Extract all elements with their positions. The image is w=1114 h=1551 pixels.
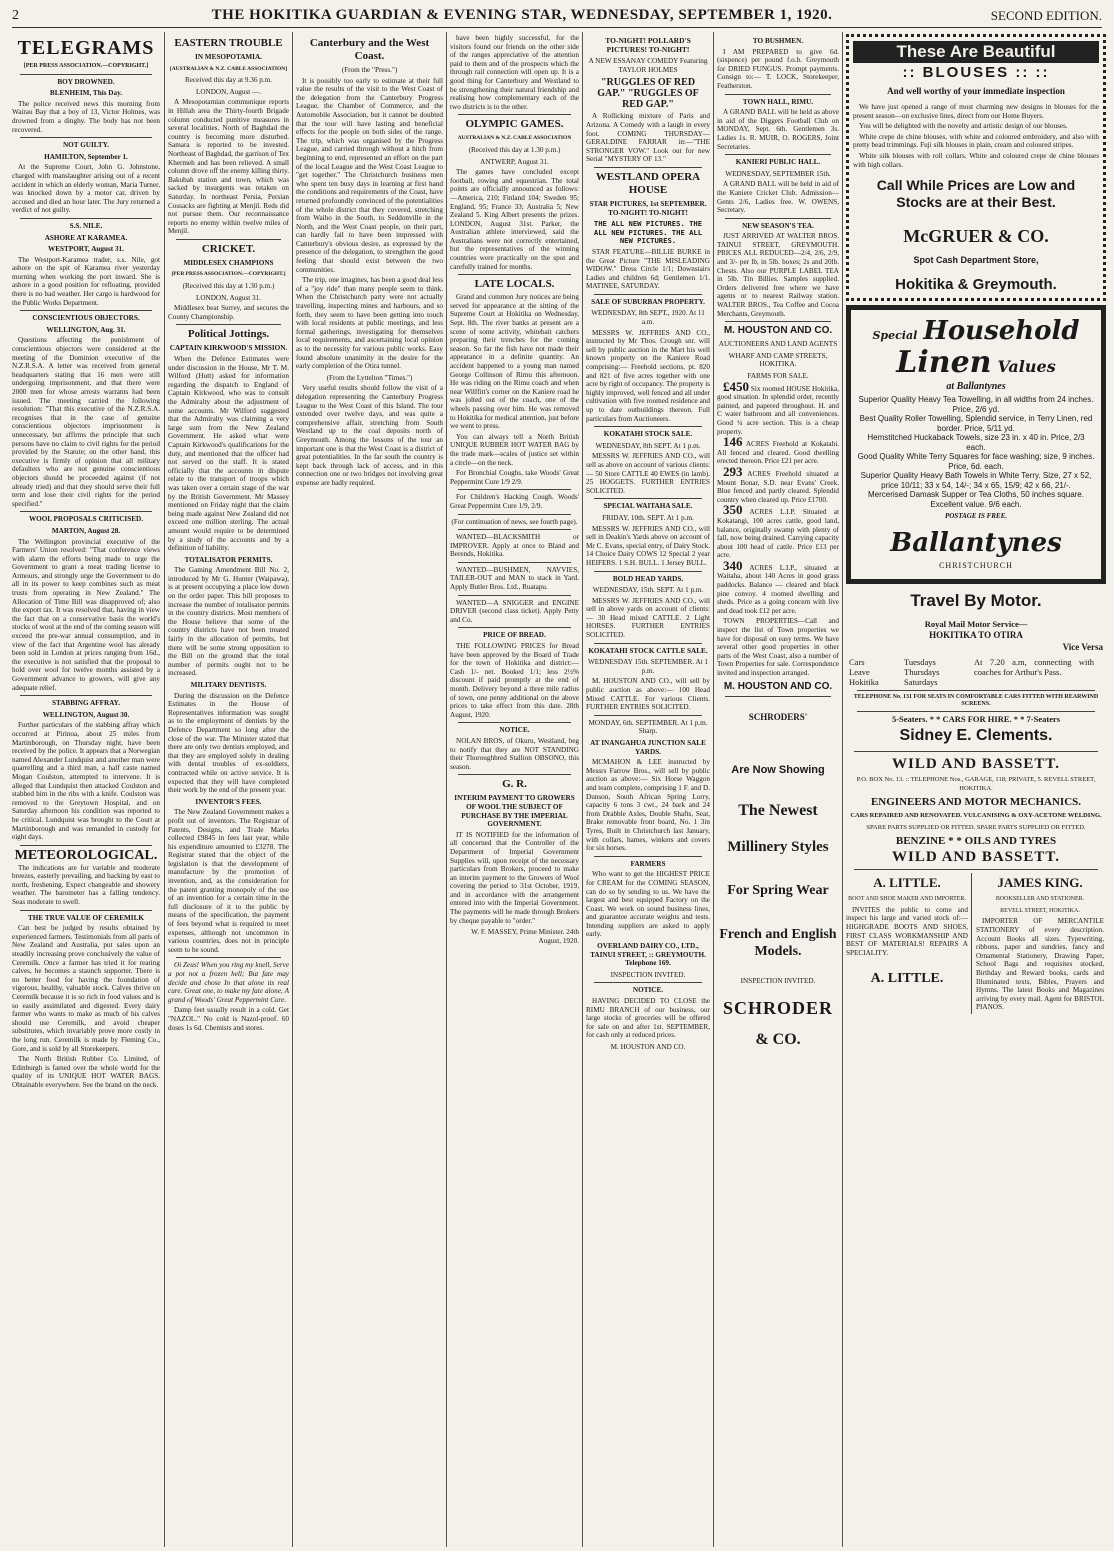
page-number: 2: [12, 8, 19, 23]
sale-heading: SALE OF SUBURBAN PROPERTY.: [591, 297, 705, 306]
column-divider: [164, 32, 165, 1547]
late-locals-body: Grand and common Jury notices are being served for appearance at the sitting of the Supreme Court at Hokitika on Wednesday, Sept. 8th. The river banks at present are a scene of some activity, whitebait catchers preparing their trenches for the coming season. So far the fish have not made their appearance in a definite quantity. An accident happened to a young man named George Collinson of Rimu this afternoon. He was riding on the Rimu coach and when near Wilffitt's corner on the Kaniere road he was jolted out of the coach, one of the wheels passing over him. He was removed to Hokitika for medical attention, just before we went to press.: [450, 293, 579, 431]
linen-values: Values: [997, 356, 1056, 376]
hire-line: 5-Seaters. * * CARS FOR HIRE. * * 7-Seaters: [891, 714, 1061, 725]
item-heading: CONSCIENTIOUS OBJECTORS.: [32, 314, 140, 323]
masthead: [12, 6, 1102, 28]
mcgruer-sub: Spot Cash Department Store,: [913, 255, 1039, 266]
houston-heading: M. HOUSTON AND CO.: [723, 325, 833, 337]
blouses-body: White crepe de chine blouses, with white and coloured embroidery, and also with pretty bead trimmings. Fuji silk blouses in plain, cream and coloured stripes.: [853, 132, 1099, 150]
kaniere-hall-date: WEDNESDAY, SEPTEMBER 15th.: [725, 169, 831, 178]
blouses-body: You will be delighted with the novelty and artistic design of our blouses.: [859, 122, 1068, 131]
little-ad: [846, 873, 972, 1014]
telegram-item: [12, 222, 160, 307]
little-name2: A. LITTLE.: [870, 971, 944, 987]
canterbury-body: It is possibly too early to estimate at their full value the results of the visit to the West Coast of the delegation from the Canterbury Progress League, the Chamber of Commerce, and the Automobile Association, but it cannot be doubted that the tour will have lasting and beneficial effects for the people on both sides of the range. The trip, which was organised by the Progress League, and carried through without a hitch from beginning to end, represented an effort on the part of the local League and the West Coast League to "get together." The Christchurch business men who spent ten busy days in learning at first hand the conditions and requirements of the Coast, have returned profoundly convinced of the potentialities of the whole district that they covered, stretching from Waiho in the South, to Seddonville in the North, and the West Coast people, on their part, can hardly fail to have been impressed with Canterbury's obvious desire, as expressed by the presence of the delegation, to strengthen the good feeling that should exist between the two communities.: [296, 76, 443, 274]
linen-item: Best Quality Roller Towelling, Splendid service, in Terry Linen, red border. Price, 5/11 yd.: [859, 414, 1093, 433]
schedule-col: [849, 657, 904, 687]
overland-dairy: OVERLAND DAIRY CO., LTD., TAINUI STREET, :: GREYMOUTH. Telephone 169.: [590, 942, 706, 968]
farm-description: ACRES Freehold at Kokatahi. All fenced and cleared. Good dwelling erected thereon. Price £21 per acre.: [717, 440, 839, 466]
ballantynes-logo: Ballantynes: [890, 527, 1062, 558]
wanted-ad: WANTED—BLACKSMITH or IMPROVER. Apply at once to Bland and Berends, Hokitika.: [450, 533, 579, 559]
vice-versa: Vice Versa: [1062, 641, 1103, 652]
column-display-ads: [846, 34, 1106, 1546]
bread-body: THE FOLLOWING PRICES for Bread have been approved by the Board of Trade for the town of Hokitika and district:— Cash 1/- net. Booked 1/1; less 2½% discount if paid promptly at the end of month. Delivery beyond a three mile radius of town, one penny additional on the above prices to take effect from this date. 28th August, 1920.: [450, 642, 579, 719]
column-divider: [713, 32, 714, 1547]
postage-note: POSTAGE IS FREE.: [944, 512, 1008, 521]
nazol-ad: Damp feet usually result in a cold. Get "NAZOL." No cold is Nazol-proof. 60 doses 1s 6d. Chemists and stores.: [168, 1006, 289, 1032]
wanted-ad: WANTED—BUSHMEN, NAVVIES, TAILER-OUT and MAN to stack in Yard. Apply Butler Bros. Ltd., Ruatapu.: [450, 565, 579, 592]
sale-body: MESSRS W. JEFFRIES AND CO., will sell in above yards on account of clients:— 30 Head mixed CATTLE. 2 Light HORSES. FURTHER ENTRIES SOLICITED.: [586, 596, 710, 640]
dateline: LONDON, August —.: [195, 87, 262, 96]
column-telegrams: [12, 34, 160, 1546]
rimu-hall-body: A GRAND BALL will be held as above in aid of the Diggers Football Club on MONDAY, Sept. 6th. Gentlemen 3s. Ladies 1s. R. MUIR, O. ROGERS, Joint Secretaries.: [717, 108, 839, 151]
column-ads: [717, 34, 839, 1546]
clements-name: Sidney E. Clements.: [899, 726, 1053, 744]
spare-parts: SPARE PARTS SUPPLIED OR FITTED. SPARE PARTS SUPPLIED OR FITTED.: [866, 823, 1086, 831]
political-body: When the Defence Estimates were under discussion in the House, Mr T. M. Wilford (Hutt) asked for information regarding the dispatch to England of Captain Kirkwood, who was to consult the Admiralty about the adjustment of some accounts. Mr Wilford suggested that the Admiralty was claiming a very large sum from the New Zealand Government. He asked what were Captain Kirkwood's qualifications for the duty, and mentioned that the officer had not served on the staff. It is stated officially that the accounts in dispute relate to the transport of troops which was taken over a certain stage of the war by the British Government. Mr Massey mentioned on Friday night that the claim being made against New Zealand did not exceed one million sterling. The actual amount would require to be determined by a study of the accounts and by a definition of liability.: [168, 355, 289, 553]
linen-item: Superior Quality Heavy Tea Towelling, in all widths from 24 inches. Price, 2/6 yd.: [858, 395, 1094, 414]
wool-body: IT IS NOTIFIED for the information of all concerned that the Controller of the Department of Imperial Government Supplies will, upon receipt of the necessary particulars from Brokers, proceed to make an interim payment to the Growers of Wool covering the period to 31st October, 1919, and in accordance with the arrangement entered into with the Imperial Government. The payments will be made through Brokers by cheque payable to "order.": [450, 830, 579, 925]
item-heading: BOY DROWNED.: [57, 77, 115, 86]
newspaper-title: THE HOKITIKA GUARDIAN & EVENING STAR, WEDNESDAY, SEPTEMBER 1, 1920.: [211, 7, 833, 23]
sale-date: FRIDAY, 10th. SEPT. At 1 p.m.: [602, 513, 694, 522]
telegram-item: [12, 314, 160, 508]
engineers-label: ENGINEERS AND MOTOR MECHANICS.: [870, 796, 1082, 809]
blouses-title: These Are Beautiful: [853, 41, 1099, 63]
linen-word: Linen: [896, 344, 992, 380]
schroders-label: SCHRODERS': [748, 711, 808, 722]
sale-date: WEDNESDAY, 15th. SEPT. At 1 p.m.: [592, 586, 704, 595]
farm-description: ACRES L.I.P. Situated at Kokatangi, 100 acres cattle, good land, balance, originally swamp with plenty of fall, now being drained. Carrying capacity about 100 head of cattle. Price £13 per acre.: [717, 508, 839, 560]
opera-house-sub: STAR PICTURES, 1st SEPTEMBER. TO-NIGHT! TO-NIGHT!: [589, 199, 707, 217]
blouses-body: We have just opened a range of most charming new designs in blouses for the present season—on exclusive lines, direct from our Home Buyers.: [853, 103, 1099, 120]
item-heading: S.S. NILE.: [69, 221, 103, 230]
cable-note: [AUSTRALIAN & N.Z. CABLE ASSOCIATION]: [169, 65, 288, 72]
rimu-hall-heading: TOWN HALL, RIMU.: [742, 97, 814, 106]
millinery-label: Millinery Styles: [727, 838, 829, 855]
town-properties: TOWN PROPERTIES—Call and inspect the list of Town properties we have for disposal on easy terms. We have several other good properties in other parts of the West Coast, also a number of Town Properties for sale. Correspondence invited and inspection arranged.: [717, 617, 839, 677]
sale-heading: KOKATAHI STOCK CATTLE SALE.: [588, 646, 708, 655]
item-body: At the Supreme Court, John G. Johnstone, charged with manslaughter arising out of a recent accident in which an elderly woman, Maria Turner, was knocked down by a motor car, driven by accused and died an hour later. The Jury returned a verdict of not guilty.: [12, 163, 160, 215]
telegram-item: [12, 515, 160, 692]
schedule-col: [904, 657, 974, 687]
column-olympic: [450, 34, 579, 1546]
olympic-heading: OLYMPIC GAMES.: [465, 118, 564, 131]
wild-bassett-ad: [846, 755, 1106, 866]
sale-body: MESSRS W. JEFFRIES AND CO., will sell in Deakin's Yards above on account of Mr C. Evans, special entry, of Dairy Stock. 14 Choice Dairy COWS 12 Special 2 year HEIFERS. 1 S.H. BULL. 1 Jersey BULL.: [586, 524, 710, 567]
notice-signature: M. HOUSTON AND CO.: [610, 1043, 686, 1051]
farm-acres: 340: [723, 557, 743, 573]
royal-cipher: G. R.: [502, 778, 527, 791]
linen-ad: [846, 305, 1106, 584]
sale-heading: KOKATAHI STOCK SALE.: [603, 430, 693, 439]
showing-label: Are Now Showing: [731, 764, 825, 777]
item-dateline: WELLINGTON, August 30.: [42, 710, 130, 719]
continuation-note: (For continuation of news, see fourth page).: [451, 517, 578, 526]
sale-body: MESSRS W. JEFFRIES AND CO., instructed by Mr Thos. Crough snr. will sell by public auction in the Mart his well known property on the Kaniere Road comprising:— Freehold sections, pt. 820 and 821 of five acres together with one acre by right of occupancy. The property is highly improved, well fenced and all under cultivation with five roomed residence and up to date outbuildings thereon. Full particulars from Auctioneers.: [586, 328, 710, 423]
cricket-heading: CRICKET.: [201, 242, 256, 255]
item-body: The Westport-Karamea trader, s.s. Nile, got ashore on the spit of Karamea river yesterday morning when working the port inward. She is ashore in a good position for refloating, provided there is no bad weather. Her cargo is hardwood for the Public Works Department.: [12, 255, 160, 307]
item-heading: WOOL PROPOSALS CRITICISED.: [28, 515, 144, 524]
item-dateline: WESTPORT, August 31.: [48, 245, 124, 254]
schedule-day: Tuesdays: [904, 657, 936, 668]
dateline: LONDON, August 31.: [195, 293, 262, 302]
engineers-sub: CARS REPAIRED AND RENOVATED. VULCANISING & OXY-ACETONE WELDING.: [850, 812, 1102, 820]
little-name: A. LITTLE.: [873, 875, 941, 891]
ceremilk-heading: THE TRUE VALUE OF CEREMILK: [28, 913, 144, 922]
item-body: The police received news this morning from Wairau Bay that a boy of 13, Victor Holmes, was drowned from a dinghy. The body has not been recovered.: [12, 99, 160, 134]
received-note: (Received this day at 1.30 p.m.): [468, 145, 561, 154]
item-body: Questions affecting the punishment of conscientious objectors were considered at the meeting of the Dominion executive of the N.Z.R.S.A. A letter was received from general headquarters stating that 16 men were still undergoing imprisonment, and that there were 2000 men for whose arrests warrants had been issued. The meeting carried the following resolution: "That this executive of the N.Z.R.S.A. recognises that in the case of genuine conscientious objectors imprisonment is unnecessary, but affirms the principle that such persons have no claim to civil rights for the period provided by the Statute; on the other hand, this executive is firmly of opinion that all military defaulters who are not genuine conscientious objectors should be proceeded against (if not already tried) and that they should serve their full term and lose their civil rights for the period specified.": [12, 336, 160, 508]
farm-acres: 350: [723, 502, 743, 518]
french-english-label: French and English Models.: [719, 926, 837, 959]
sale-date: WEDNESDAY 15th. SEPTEMBER. At 1 p.m.: [587, 658, 709, 675]
political-sub: CAPTAIN KIRKWOOD'S MISSION.: [169, 344, 288, 353]
olympic-body: The games have concluded except football, rowing and equestrian. The total points are officially announced as follows:—America, 210; Finland 104; Sweden 95; England, 95; France 33; Australia 5; New Zealand 5. King Albert presents the prizes. LONDON, August 31st. Parker, the Australian athlete interviewed, said the Australians were not correctly entertained, but the representatives of the winning countries were practically on the spot and carefully trained for months.: [450, 168, 579, 271]
benzine-line: BENZINE * * OILS AND TYRES: [895, 835, 1057, 848]
cable-note: AUSTRALIAN & N.Z. CABLE ASSOCIATION: [457, 135, 572, 142]
schedule-day: Thursdays: [904, 667, 940, 678]
column-eastern-trouble: [168, 34, 289, 1546]
spring-label: For Spring Wear: [727, 882, 829, 898]
wool-signature: W. F. MASSEY, Prime Minister. 24th August, 1920.: [471, 928, 579, 945]
column-divider: [582, 32, 583, 1547]
source-note: (From the "Press."): [341, 66, 398, 74]
linen-list: [857, 395, 1095, 509]
king-ad: [976, 873, 1104, 1014]
item-subheading: ASHORE AT KARAMEA.: [44, 233, 128, 242]
schedule-label: Cars: [849, 657, 865, 668]
telegram-item: [12, 141, 160, 215]
king-sub: BOOKSELLER AND STATIONER.: [995, 896, 1085, 903]
sale-body: M. HOUSTON AND CO., will sell by public auction as above:— 100 Head Mixed CATTLE. For various Clients. FURTHER ENTRIES SOLICITED.: [586, 677, 710, 712]
source-note: (From the Lyttelton "Times."): [326, 373, 413, 382]
farm-description: Six roomed HOUSE Hokitika, good situation. In splendid order, recently painted, and papered throughout. H. and C water bathroom and all conveniences. Good ¼ acre section. This is a cheap property.: [717, 384, 839, 436]
schedule-label: Hokitika: [849, 677, 879, 688]
telegrams-heading: TELEGRAMS: [17, 37, 155, 59]
blouses-ad: [846, 34, 1106, 301]
item-heading: NOT GUILTY.: [62, 141, 110, 150]
farm-acres: 293: [723, 463, 743, 479]
farm-description: ACRES Freehold situated at Mount Bonar, S.D. near Evans' Creek. Blue fenced and partly cleared. Splendid country when cleared up. Price £1700.: [717, 469, 839, 504]
received-note: Received this day at 9.36 p.m.: [184, 76, 273, 85]
tea-body: JUST ARRIVED AT WALTER BROS. TAINUI STREET, GREYMOUTH. PRICES ALL REDUCED—2/4, 2/6, 2/9, and 3/- per lb, in 5lb. boxes; 2s and 20lb. Chests. Also our PURPLE LABEL TEA in 5lb. Tin Billies. Samples supplied. Orders delivered free where we have agents or to nearest Railway station. WALTER BROS., Tea Coffee and Cocoa Merchants, Greymouth.: [717, 232, 839, 318]
eastern-body: A Mesopotamian communique reports in Hillah area the Thirty-fourth Brigade column conducted punitive measures in several localities. North of Baghdad the country is becoming more disturbed. Samara is reported to be invested. Northeast of Baghdad, the garrison of Tex Khermeh and has been relieved. A small column drove off the enemy killing thirty. Bakubah station and town, which was sacked by insurgents was retaken on Saturday. In northeast Persia, Persian Cossacks are fighting at Menjil. Reds did not pursue them. Our reconnaissance reports no enemy within twelve miles of Menjil.: [168, 98, 289, 236]
late-locals-heading: LATE LOCALS.: [474, 278, 555, 291]
wanted-ad: WANTED—A SNIGGER and ENGINE DRIVER (second class ticket). Apply Petty and Co.: [450, 598, 579, 624]
newest-label: The Newest: [738, 801, 818, 819]
christchurch-label: CHRISTCHURCH: [939, 560, 1013, 570]
edition-label: SECOND EDITION.: [990, 8, 1102, 23]
canterbury-heading: Canterbury and the West Coast.: [309, 37, 430, 62]
column-divider: [842, 32, 843, 1547]
linen-item: Good Quality White Terry Squares for face washing; size, 9 inches. Price, 6d. each.: [857, 452, 1095, 471]
inventors-heading: INVENTOR'S FEES.: [195, 797, 262, 806]
telegram-item: [12, 78, 160, 135]
telegram-item: [12, 699, 160, 842]
royal-mail: Royal Mail Motor Service—: [924, 618, 1028, 629]
canterbury-continued: have been highly successful, for the visitors found our friends on the other side of the ranges appreciative of the attention paid to them and of the prospects which the through rail connection will open up. It is a good thing for Canterbury and Westland to be strengthening their natural friendship and realising how complementary each of the two districts is to the other.: [450, 34, 579, 111]
pollards-body: A Rollicking mixture of Paris and Arizona. A Comedy with a laugh in every foot. COMING THURSDAY—GERALDINE FARRAR in:—"THE STRONGER VOW." Look out for new Serial "MYSTERY OF 13.": [586, 112, 710, 164]
tea-heading: NEW SEASON'S TEA.: [742, 221, 814, 230]
telephone-note: TELEPHONE No. 131 FOR SEATS IN COMFORTABLE CARS FITTED WITH REARWIND SCREENS.: [853, 694, 1099, 708]
linen-title-row2: [857, 346, 1095, 380]
item-heading: STABBING AFFRAY.: [51, 699, 121, 708]
column-divider: [292, 32, 293, 1547]
notice-body: HAVING DECIDED TO CLOSE the RIMU BRANCH of our business, our large stocks of groceries will be offered for sale on and after 1st. SEPTEMBER, for cash only at reduced prices.: [586, 997, 710, 1040]
linen-item: Superior Quality Heavy Bath Towels in White Terry. Size, 27 x 52, price 10/11; 33 x 54, 14/-; 34 x 65, 15/9; 42 x 66, 21/-.: [860, 471, 1092, 490]
rubber-ad-body: The North British Rubber Co. Limited, of Edinburgh is famed over the whole world for the quality of its UNIQUE HOT WATER BAGS. Obtainable everywhere. See the brand on the neck.: [12, 1055, 160, 1089]
peppermint-ad: For Bronchial Coughs, take Woods' Great Peppermint Cure 1/9 2/9.: [450, 469, 579, 486]
schedule-label: Leave: [849, 667, 870, 678]
sale-date: WEDNESDAY, 8th SEPT., 1920. At 11 a.m.: [591, 309, 705, 327]
schedule: [849, 657, 1103, 687]
inspection-note: INSPECTION INVITED.: [740, 976, 816, 985]
farm-price: £450: [723, 378, 749, 394]
pollards-banner: TO-NIGHT! POLLARD'S PICTURES! TO-NIGHT!: [605, 36, 691, 54]
farmers-heading: FARMERS: [630, 859, 666, 868]
canterbury-body: The trip, one imagines, has been a good deal less of a "joy ride" than many people seem to think. When the Christchurch party were not actually travelling, inspecting mines and harbours, and so forth, they seem to have been getting into touch with local residents at public meetings, and less formal gatherings, investigating for themselves local requirements, and ascertaining local opinion as to the necessity for various public works. Easy found absolute unanimity in the desire for the early completion of the Otira tunnel.: [296, 276, 443, 371]
canterbury-body: Very useful results should follow the visit of a delegation representing the Canterbury Progress League to the West Coast of this Island. The tour extended over twelve days, and was quite a comprehensive affair, stretching from South Westland up to the coal deposits north of Greymouth. Among the lessons of the tour an important one is that the West Coast is a district of great potentialities. In the far south the country is kept back through lack of access, and in this connection one or two bridges not involving great expense are badly required.: [296, 384, 443, 487]
linen-at: at Ballantynes: [946, 380, 1006, 392]
houston-sub: AUCTIONEERS AND LAND AGENTS: [718, 340, 838, 349]
blouses-call: Call While Prices are Low and Stocks are at their Best.: [876, 177, 1076, 211]
bottom-ads: [846, 873, 1106, 1014]
totalisator-body: The Gaming Amendment Bill No. 2, introduced by Mr G. Hunter (Waipawa), is at present occupying a place low down on the order paper. This bill proposes to increase the number of totalisator permits in the country districts. Most members of the House believe that some of the country districts have not been treated fairly in the allocation of permits, but there will be some strong opposition to the Bill on the ground that the total number of permits ought not to be increased.: [168, 566, 289, 678]
notice-heading: NOTICE.: [632, 986, 664, 995]
linen-title-row: [857, 316, 1095, 346]
king-street: REVELL STREET, HOKITIKA.: [1000, 907, 1080, 914]
linen-household: Household: [923, 315, 1080, 346]
king-body: IMPORTER OF MERCANTILE STATIONERY of every description. Account Books all sizes. Typewriting, ribbons, paper and sundries, fancy and Ornamental Stationery, Drawing Paper, School Bags and requisites stocked, Birthday and Reward books, cards and Illuminated texts, Bibles, Prayers and Hymns. The latest Books and Magazines arriving by every mail. Agent for BRISTOL PIANOS.: [976, 917, 1104, 1012]
totalisator-heading: TOTALISATOR PERMITS.: [184, 555, 273, 564]
farms-heading: FARMS FOR SALE.: [747, 372, 809, 380]
farmers-body: Who want to get the HIGHEST PRICE for CREAM for the COMING SEASON, can do so by sending to us. We have the largest and best equipped Factory on the Coast. We work on sound business lines, and guarantee accurate weights and tests. Intending suppliers are asked to apply early.: [586, 870, 710, 939]
notice-heading: NOTICE.: [499, 726, 530, 735]
mcgruer-location: Hokitika & Greymouth.: [895, 275, 1057, 293]
farm-description: ACRES L.I.P., situated at Waitaha, about 140 Acres in good grass paddocks. Balance — cleared and black pine convoy. 4 roomed dwelling and sheds. Price as a going concern with live and dead took £12 per acre.: [717, 563, 839, 615]
political-heading: Political Jottings.: [187, 328, 270, 341]
wild-bassett-name2: WILD AND BASSETT.: [891, 849, 1061, 866]
linen-item: Mercerised Damask Supper or Tea Cloths, 50 inches square. Excellent value. 9/6 each.: [868, 490, 1084, 509]
houston-address: WHARF AND CAMP STREETS, HOKITIKA.: [728, 351, 828, 369]
sale-date: WEDNESDAY, 8th SEPT. At 1 p.m.: [595, 441, 701, 450]
notice-body: NOLAN BROS, of Okuru, Westland, beg to notify that they are NOT STANDING their Thoroughbred Stallion OBSONO, this season.: [450, 736, 579, 771]
sale-heading: SPECIAL WAITAHA SALE.: [603, 502, 693, 511]
ceremilk-body: Can best be judged by results obtained by experienced farmers. Testimonials from all parts of New Zealand and Australia, put sales upon an steadily increasing prove conclusively the value of Ceremilk. Once a farmer has tried it for rearing calves, he becomes a staunch supporter. There is no better food for having the foundation of vigorous, healthy, valuable stock. Calves thrive on Ceremilk because it is so rich in food values and is so easily assimilated and digested. Every dairy farmer who wants to make as much of his calves should use Ceremilk, and avoid cheaper substitutes, which invariably prove more costly in the long run. Ceremilk is made by Fleming Co., Gore, and is sold by all Storekeepers.: [12, 924, 160, 1053]
schedule-connection: At 7.20 a.m, connecting with coaches for Arthur's Pass.: [974, 657, 1094, 678]
schedule-day: Saturdays: [904, 677, 938, 688]
eastern-heading: EASTERN TROUBLE: [174, 37, 283, 49]
co-name: & CO.: [755, 1031, 801, 1049]
hot-water-bag-ad: You can always tell a North British UNIQUE RUBBER HOT WATER BAG by the trade mark—scales of justice set within a circle—on the neck.: [450, 432, 579, 467]
kaniere-hall-body: A GRAND BALL will be held in aid of the Kaniere Cricket Club. Admission—Gents 2/6, Ladies free. W. OWENS, Secretary.: [717, 180, 839, 215]
travel-title: Travel By Motor.: [910, 590, 1042, 610]
received-note: (Received this day at 1.30 p.m.): [182, 282, 275, 291]
linen-special: Special: [872, 328, 918, 342]
item-dateline: BLENHEIM, This Day.: [49, 89, 123, 98]
military-heading: MILITARY DENTISTS.: [190, 681, 267, 689]
item-body: The Wellington provincial executive of the Farmers' Union resolved: "That conference views with alarm the efforts being made to urge the Government to grant a meat trading license to Armours, and strongly urge the Government to do all in its power to keep combines such as meat trusts from operating in New Zealand." The Allocation of Time Bill was disapproved of; also the export tax. It was resolved that, having in view the fact that on a conservative basis the world's stocks of wool at the end of the coming season will exceed the pre-war annual consumption, and in view of the fact that Argentine wool has already been sold in London at prices ranging from 16d., the executive is not satisfied that the proposal to hold over wool for twelve months assisted by a Government advance to growers, will give any adequate relief.: [12, 537, 160, 692]
cable-note: [PER PRESS ASSOCIATION.—COPYRIGHT.]: [171, 271, 286, 278]
military-body: During the discussion on the Defence Estimates in the House of Representatives information was sought as to the employment of dentists by the Defence Department so long after the close of the war. The Minister stated that there are only two dentists employed, and that they are employed solely in dealing with dental troubles of ex-soldiers, contracted while on active service. It is expected that they will have completed their work by the end of the present year.: [168, 691, 289, 795]
item-body: Further particulars of the stabbing affray which occurred at Pirinoa, about 25 miles from Martinborough, on Thursday night, have been received by the police. It appears that a Norwegian named Alexander Lundquist and another man were quarrelling and a third man, a half caste named Mogan Coulston, attempted to intervene. It is alleged that Lundquist then attacked Coulston and stabbed him in the ribs with a knife. Coulston was removed to the Greytown Hospital, and on Saturday afternoon his condition was reported to be critical. Lundquist was brought to the Court at Martinborough and was remanded in custody for eight days.: [12, 721, 160, 842]
linen-item: Hemstitched Huckaback Towels, size 23 in. x 40 in. Price, 2/3 each.: [867, 433, 1085, 452]
farm-acres: 146: [723, 434, 743, 450]
wool-heading: INTERIM PAYMENT TO GROWERS OF WOOL THE SUBJECT OF PURCHASE BY THE IMPERIAL GOVERNMENT.: [454, 794, 575, 829]
eastern-sub: IN MESOPOTAMIA.: [195, 53, 262, 61]
king-name: JAMES KING.: [997, 875, 1083, 891]
sale-heading: AT INANGAHUA JUNCTION SALE YARDS.: [590, 739, 706, 756]
little-body: INVITES the public to come and inspect his large and varied stock of:— HIGHGRADE BOOTS AND SHOES, FIRST CLASS WORKMANSHIP AND BEST OF MATERIALS! REPAIRS A SPECIALITY.: [846, 905, 968, 957]
dateline: ANTWERP, August 31.: [480, 157, 549, 166]
column-pictures-sales: [586, 34, 710, 1546]
opera-house-body: STAR FEATURE—BILLIE BURKE in the Great Picture "THE MISLEADING WIDOW." Dress Circle 1/1; Downstairs Ladies and children 6d; Gentlemen 1/1. MATINEE, SATURDAY.: [586, 247, 710, 291]
bushmen-body: I AM PREPARED to give 6d. (sixpence) per pound f.o.b. Greymouth for DRIED FUNGUS. Prompt payments. Consign to:— T. LOCK, Storekeeper, Featherston.: [717, 47, 839, 90]
sale-body: MCMAHON & LEE instructed by Messrs Farrow Bros., will sell by public auction as above:— Six Horse Waggon and team complete, comprising 1 F. and D. Dunson, South African Spring Lorry, capacity 6 tons 3 cwt., 24 bark and 24 from Drabble Axles, Double Shafts, Seat, Brake removable front board, No. 1 3in Tyres, Built in Christchurch last January, with collars, hames, winkers and covers for six horses.: [586, 758, 710, 853]
cricket-sub: MIDDLESEX CHAMPIONS: [183, 258, 274, 267]
schroder-name: SCHRODER: [722, 998, 833, 1019]
blouses-tagline: And well worthy of your immediate inspection: [887, 86, 1065, 96]
mcgruer-name: McGRUER & CO.: [903, 226, 1049, 247]
kaniere-hall-heading: KANIERI PUBLIC HALL.: [735, 158, 821, 167]
meteorological-body: The indications are for variable and moderate breezes, easterly prevailing, and backing by east to north, freshening. Expect changeable and showery weather. The barometer has a falling tendency. Seas moderate to swell.: [12, 863, 160, 907]
verse: Oi Zeus! When you ring my knell, Serve a pot not a frozen hell; But fate may decide and chose In that alone its real cure. Great one, to make my fate alone, A grand of Woods' Great Peppermint Cure.: [168, 961, 289, 1004]
peppermint-ad: For Children's Hacking Cough. Woods' Great Peppermint Cure 1/9, 2/9.: [450, 493, 579, 510]
bread-heading: PRICE OF BREAD.: [483, 631, 546, 640]
item-dateline: WELLINGTON, Aug. 31.: [46, 325, 126, 334]
opera-house-banner: THE ALL NEW PICTURES. THE ALL NEW PICTURES. THE ALL NEW PICTURES.: [593, 219, 703, 246]
cricket-body: Middlesex beat Surrey, and secures the County Championship.: [168, 304, 289, 321]
blouses-body: White silk blouses with roll collars. White and coloured crepe de chine blouses with high collars.: [853, 151, 1099, 169]
sale-date: MONDAY, 6th. SEPTEMBER. At 1 p.m. Sharp.: [588, 718, 708, 736]
item-dateline: HAMILTON, September 1.: [44, 152, 128, 161]
ruggles-title: "RUGGLES OF RED GAP." "RUGGLES OF RED GAP.": [597, 77, 699, 111]
houston-footer: M. HOUSTON AND CO.: [723, 680, 833, 692]
bushmen-heading: TO BUSHMEN.: [752, 37, 804, 45]
wild-bassett-contact: P.O. BOX No. 13. :: TELEPHONE Nos., GARAGE, 118; PRIVATE, 5. REVELL STREET, HOKITIKA.: [856, 775, 1096, 792]
route-label: HOKITIKA TO OTIRA: [929, 630, 1023, 641]
inventors-body: The New Zealand Government makes a profit out of inventors. The Registrar of Patents, Designs, and Trade Marks collected £9845 in fees last year, while his expenditure amounted to £3278. The Registrar stated that the object of the legislation is that the development of manufacture by the promotion of invention, and, as the consideration for the patent granting monopoly of the use of an invention for a certain time in the full disclosure of it to the public by means of the specification, the payment of fees beyond what is required to meet expenses, although not uncommon in various countries, does not in principle seem to be sound.: [168, 808, 289, 954]
wild-bassett-name: WILD AND BASSETT.: [891, 755, 1061, 772]
column-canterbury: [296, 34, 443, 1546]
meteorological-heading: METEOROLOGICAL.: [14, 847, 158, 863]
opera-house-heading: WESTLAND OPERA HOUSE: [595, 170, 701, 196]
inspection-note: INSPECTION INVITED.: [610, 970, 686, 979]
column-divider: [446, 32, 447, 1547]
item-dateline: MARTON, August 28.: [51, 526, 121, 535]
blouses-word: :: BLOUSES :: ::: [902, 64, 1050, 81]
sale-heading: BOLD HEAD YARDS.: [612, 574, 684, 583]
press-association-note: [PER PRESS ASSOCIATION.—COPYRIGHT.]: [23, 63, 149, 69]
pollards-sub: A NEW ESSANAY COMEDY Featuring TAYLOR HOLMES: [588, 57, 708, 74]
sale-body: MESSRS W. JEFFRIES AND CO., will sell as above on account of various clients:— 50 Store CATTLE 40 EWES (in lamb). 25 HOGGETS. FURTHER ENTRIES SOLICITED.: [586, 452, 710, 495]
travel-ad: [846, 588, 1106, 748]
little-sub: BOOT AND SHOE MAKER AND IMPORTER.: [848, 896, 966, 903]
